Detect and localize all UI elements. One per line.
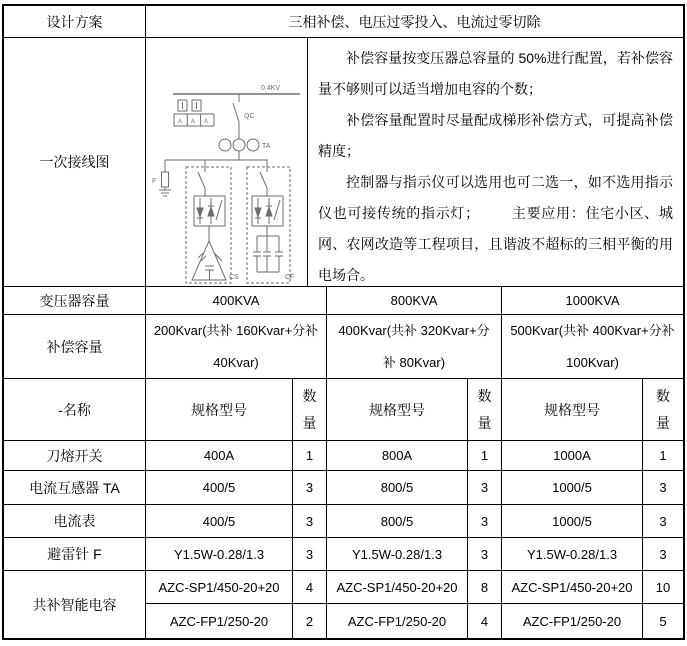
ammeter-letter: A <box>177 119 182 125</box>
table-row-knife-switch <box>4 441 683 471</box>
qty-cell: 3 <box>643 505 683 538</box>
wye-bank-box <box>247 167 290 283</box>
ct-circle <box>247 139 259 151</box>
row-name: 共补智能电容 <box>4 571 146 638</box>
compensation-capacity-value: 400Kvar(共补 320Kvar+分 补 80Kvar) <box>327 315 502 379</box>
transformer-capacity-value: 400KVA <box>146 287 327 315</box>
table-row-arrester <box>4 538 683 571</box>
wiring-diagram-label: 一次接线图 <box>4 38 146 287</box>
row-name: 刀熔开关 <box>4 441 146 471</box>
ammeter-letter: A <box>190 119 195 125</box>
spec-cell: 400A <box>146 441 293 471</box>
qty-cell: 3 <box>468 538 502 571</box>
table-row-current-transformer <box>4 471 683 505</box>
capacitor-subgrid <box>146 571 683 638</box>
note-paragraph: 补偿容量按变压器总容量的 50%进行配置，若补偿容量不够则可以适当增加电容的个数； <box>318 50 673 97</box>
qty-cell: 4 <box>468 604 502 638</box>
ct-circle <box>233 139 245 151</box>
capacitor-subrow-fp1 <box>146 604 683 638</box>
qty-cell: 3 <box>643 538 683 571</box>
qty-cell: 3 <box>468 505 502 538</box>
transformer-capacity-value: 800KVA <box>327 287 502 315</box>
qty-cell: 3 <box>293 505 327 538</box>
spec-cell: 800/5 <box>327 505 468 538</box>
qty-cell: 10 <box>643 571 683 604</box>
qty-cell: 1 <box>468 441 502 471</box>
qty-cell: 1 <box>293 441 327 471</box>
spec-cell: 800A <box>327 441 468 471</box>
spec-cell: AZC-SP1/450-20+20 <box>146 571 293 604</box>
spec-cell: 400/5 <box>146 505 293 538</box>
wiring-notes <box>308 38 683 287</box>
spec-cell: 1000/5 <box>502 471 643 505</box>
switch-blade <box>233 103 239 122</box>
column-header-qty: 数量 <box>643 379 683 441</box>
switch-label: QC <box>243 113 254 120</box>
spec-cell: 800/5 <box>327 471 468 505</box>
spec-cell: 1000A <box>502 441 643 471</box>
spec-cell: AZC-FP1/250-20 <box>327 604 468 638</box>
note-text: 主要应用：住宅小区、城网、农网改造等工程项目，且谐波不超标的三相平衡的用电场合。 <box>318 205 674 283</box>
table-row-ammeter <box>4 505 683 538</box>
column-header-spec: 规格型号 <box>502 379 643 441</box>
column-header-qty: 数量 <box>293 379 327 441</box>
delta-bank-label: CS <box>228 274 239 281</box>
note-paragraph <box>318 167 673 287</box>
transformer-capacity-label: 变压器容量 <box>4 287 146 315</box>
spec-cell: AZC-SP1/450-20+20 <box>327 571 468 604</box>
spec-table <box>2 4 685 640</box>
qty-cell: 3 <box>468 471 502 505</box>
ammeter-letter: A <box>203 119 208 125</box>
ct-label: TA <box>261 143 270 150</box>
table-row-smart-capacitor <box>4 571 683 638</box>
note-paragraph: 补偿容量配置时尽量配成梯形补偿方式，可提高补偿精度； <box>318 112 673 159</box>
design-scheme-row <box>4 6 683 38</box>
capacitor-subrow-sp1 <box>146 571 683 604</box>
ct-circle <box>219 139 231 151</box>
qty-cell: 3 <box>293 538 327 571</box>
wye-bank-label: CF <box>284 274 294 281</box>
note-text: 控制器与指示仪可以选用也可二选一，如不选用指示仪也可接传统的指示灯； <box>318 174 673 221</box>
qty-cell: 5 <box>659 613 667 629</box>
row-name: 电流表 <box>4 505 146 538</box>
transformer-capacity-value: 1000KVA <box>502 287 683 315</box>
row-name: 避雷针 F <box>4 538 146 571</box>
qty-cell: 2 <box>293 604 327 638</box>
spec-cell: AZC-SP1/450-20+20 <box>502 571 643 604</box>
qty-cell: 3 <box>643 471 683 505</box>
column-header-name: -名称 <box>4 379 146 441</box>
spec-cell: Y1.5W-0.28/1.3 <box>327 538 468 571</box>
spec-cell: AZC-FP1/250-20 <box>502 604 643 638</box>
qty-cell: 8 <box>468 571 502 604</box>
qty-cell: 1 <box>643 441 683 471</box>
arrester-icon <box>161 172 168 187</box>
spec-cell: Y1.5W-0.28/1.3 <box>502 538 643 571</box>
single-line-diagram <box>148 60 306 287</box>
spec-cell: 400/5 <box>146 471 293 505</box>
design-scheme-value: 三相补偿、电压过零投入、电流过零切除 <box>146 6 683 38</box>
compensation-capacity-value: 200Kvar(共补 160Kvar+分补 40Kvar) <box>146 315 327 379</box>
column-header-spec: 规格型号 <box>146 379 293 441</box>
compensation-capacity-row <box>4 315 683 379</box>
transformer-capacity-row <box>4 287 683 315</box>
row-name: 电流互感器 TA <box>4 471 146 505</box>
arrester-label: F <box>151 178 156 185</box>
wiring-row <box>4 38 683 287</box>
equipment-header-row <box>4 379 683 441</box>
qty-cell: 4 <box>293 571 327 604</box>
column-header-spec: 规格型号 <box>327 379 468 441</box>
spec-cell: Y1.5W-0.28/1.3 <box>146 538 293 571</box>
bank-switch-blade <box>260 172 267 188</box>
spec-cell: AZC-FP1/250-20 <box>146 604 293 638</box>
wiring-diagram-cell <box>146 38 308 287</box>
design-scheme-label: 设计方案 <box>4 6 146 38</box>
bank-switch-blade <box>198 172 205 188</box>
spec-cell: 1000/5 <box>502 505 643 538</box>
compensation-capacity-label: 补偿容量 <box>4 315 146 379</box>
voltage-label: 0.4KV <box>260 85 280 92</box>
compensation-capacity-value: 500Kvar(共补 400Kvar+分补 100Kvar) <box>502 315 683 379</box>
qty-cell: 3 <box>293 471 327 505</box>
column-header-qty: 数量 <box>468 379 502 441</box>
